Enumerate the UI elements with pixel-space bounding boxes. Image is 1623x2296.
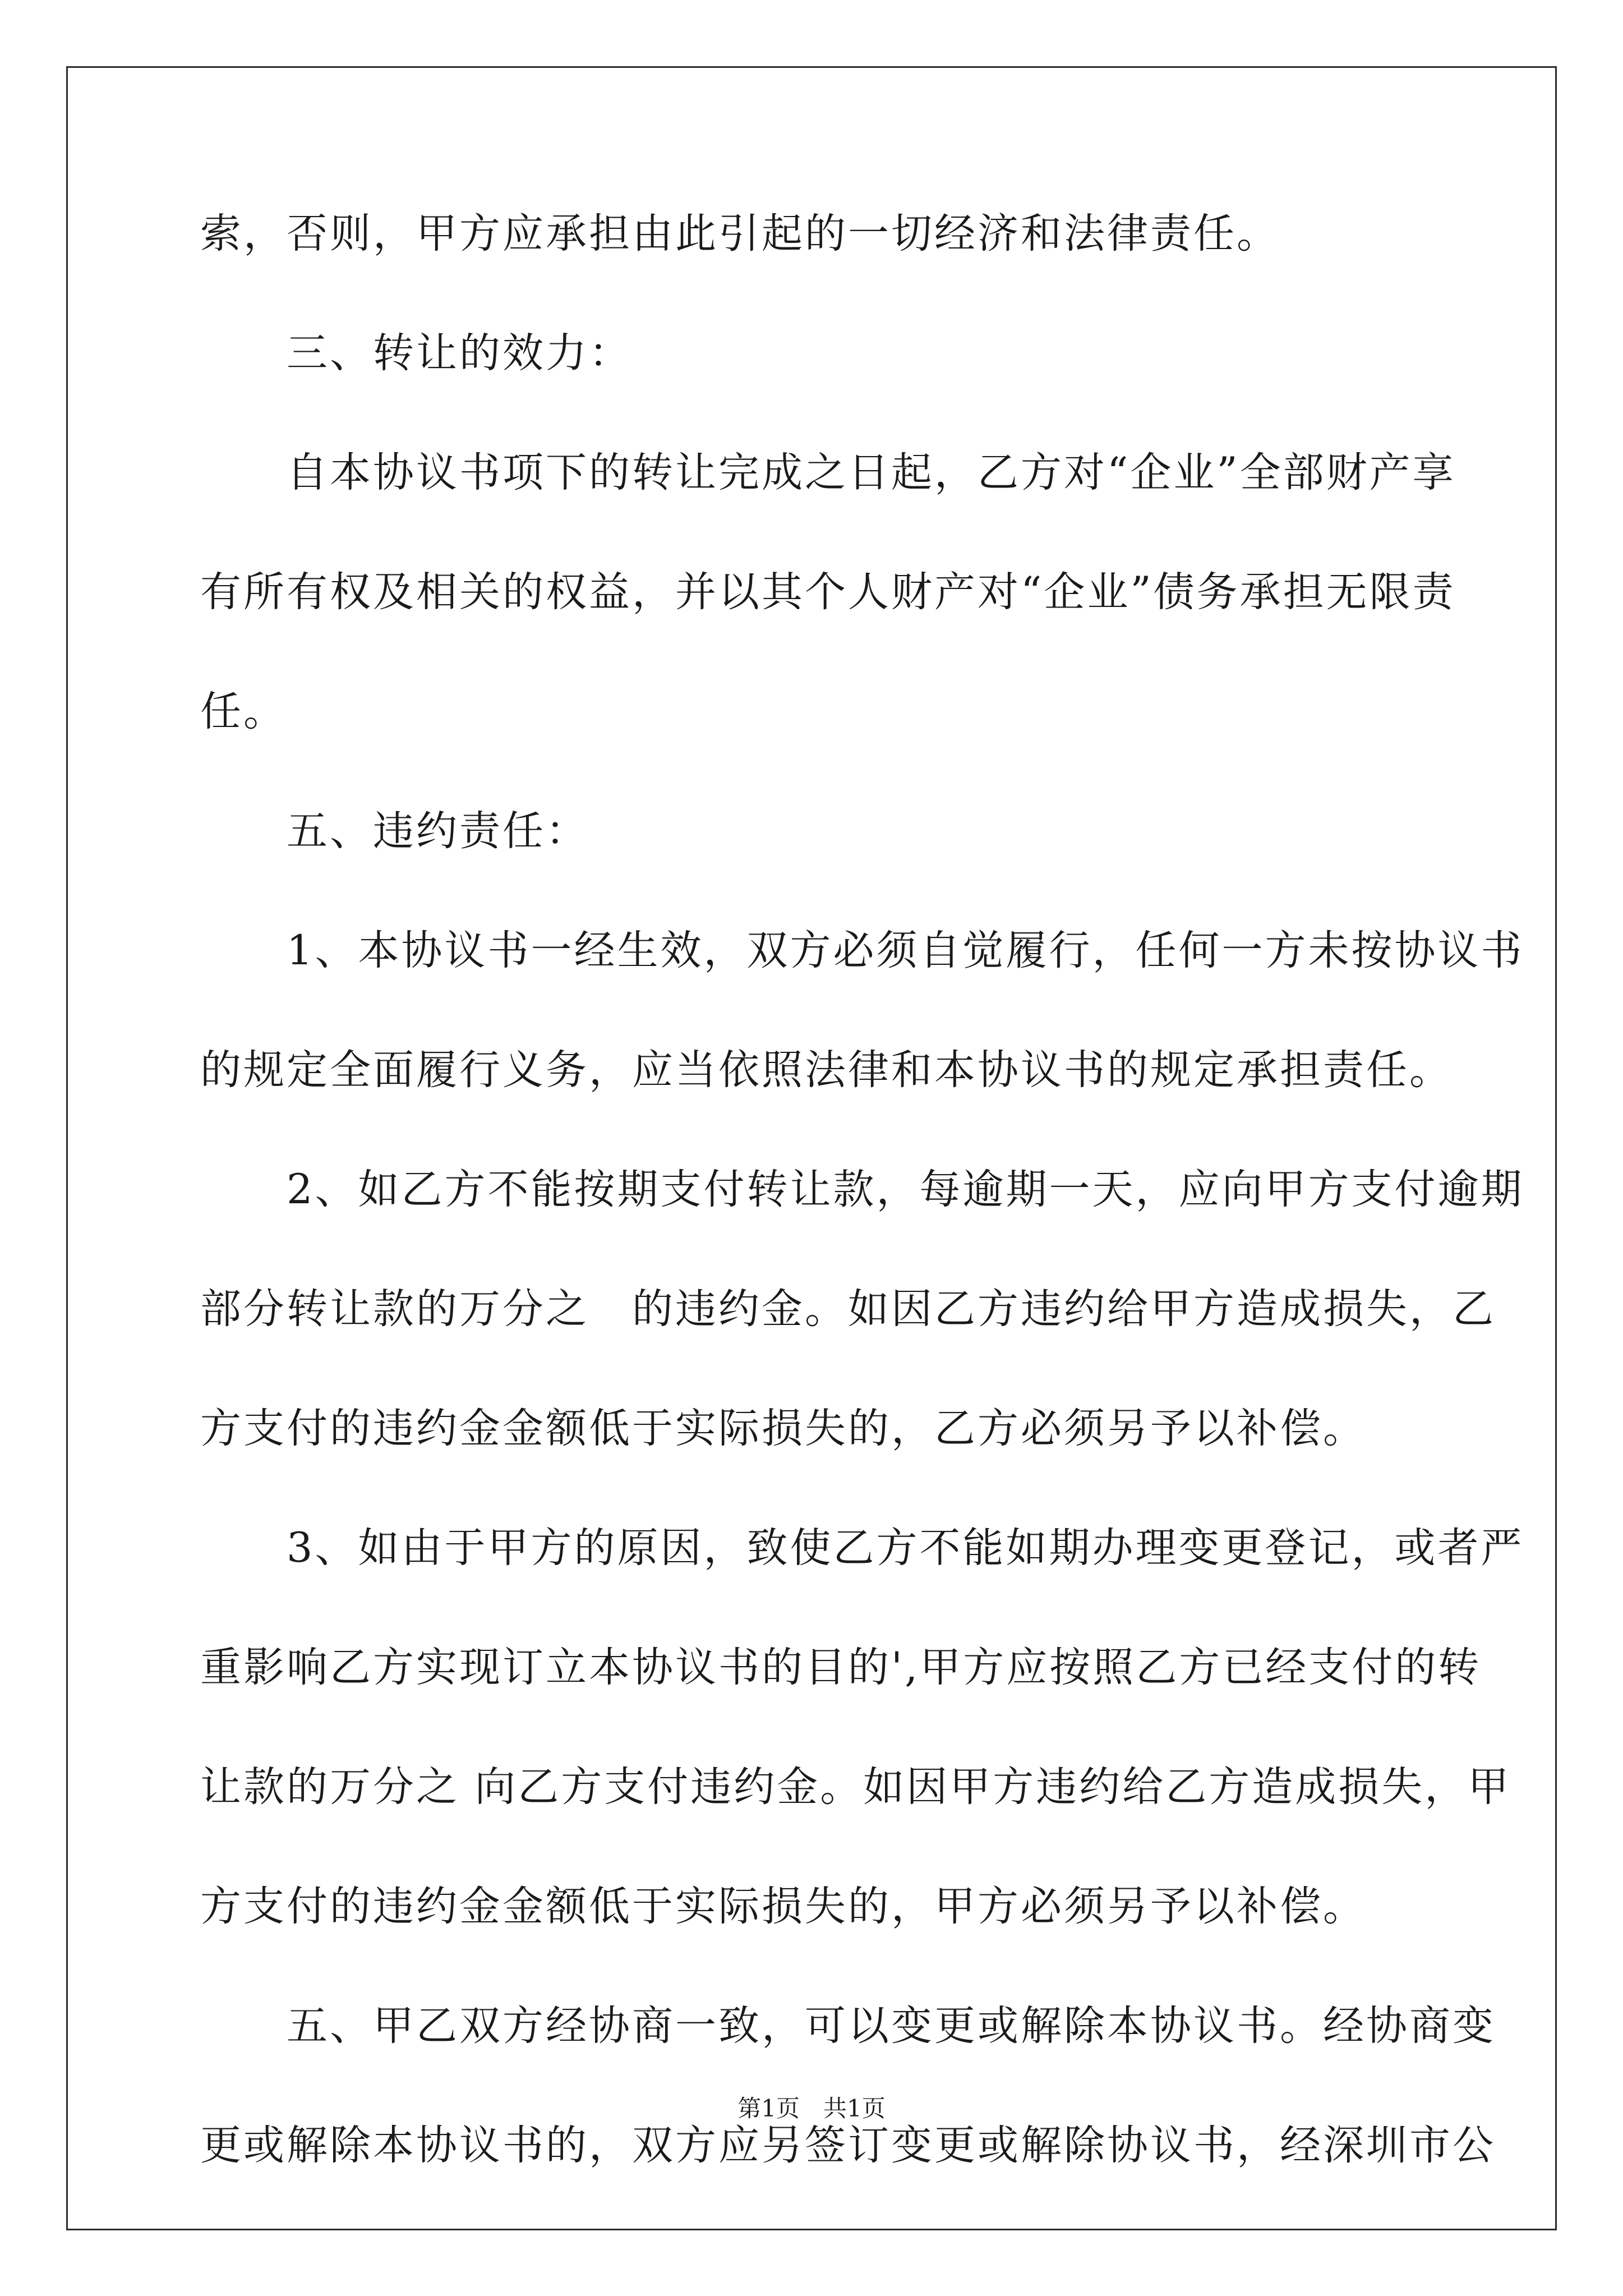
page-number: 第1页 共1页 [737, 2095, 886, 2122]
text-line: 三、转让的效力： [200, 329, 632, 377]
text-line: 索，否则，甲方应承担由此引起的一切经济和法律责任。 [200, 210, 1280, 257]
text-line: 更或解除本协议书的，双方应另签订变更或解除协议书，经深圳市公 [200, 2122, 1496, 2169]
text-line: 方支付的违约金金额低于实际损失的，乙方必须另予以补偿。 [200, 1405, 1366, 1452]
text-line: 让款的万分之 向乙方支付违约金。如因甲方违约给乙方造成损失，甲 [200, 1763, 1511, 1811]
text-line: 有所有权及相关的权益，并以其个人财产对“企业”债务承担无限责 [200, 568, 1456, 616]
text-line: 3、如由于甲方的原因，致使乙方不能如期办理变更登记，或者严 [200, 1524, 1524, 1572]
text-line: 五、违约责任： [200, 807, 589, 855]
text-line: 重影响乙方实现订立本协议书的目的',甲方应按照乙方已经支付的转 [200, 1644, 1482, 1691]
text-line: 1、本协议书一经生效，双方必须自觉履行，任何一方未按协议书 [200, 927, 1524, 974]
text-line: 自本协议书项下的转让完成之日起，乙方对“企业”全部财产享 [200, 449, 1456, 496]
text-line: 任。 [200, 688, 287, 735]
text-line: 2、如乙方不能按期支付转让款，每逾期一天，应向甲方支付逾期 [200, 1166, 1524, 1213]
text-line: 的规定全面履行义务，应当依照法律和本协议书的规定承担责任。 [200, 1046, 1453, 1094]
text-line: 部分转让款的万分之 的违约金。如因乙方违约给甲方造成损失，乙 [200, 1285, 1496, 1333]
text-line: 方支付的违约金金额低于实际损失的，甲方必须另予以补偿。 [200, 1883, 1366, 1930]
text-line: 五、甲乙双方经协商一致，可以变更或解除本协议书。经协商变 [200, 2002, 1496, 2050]
